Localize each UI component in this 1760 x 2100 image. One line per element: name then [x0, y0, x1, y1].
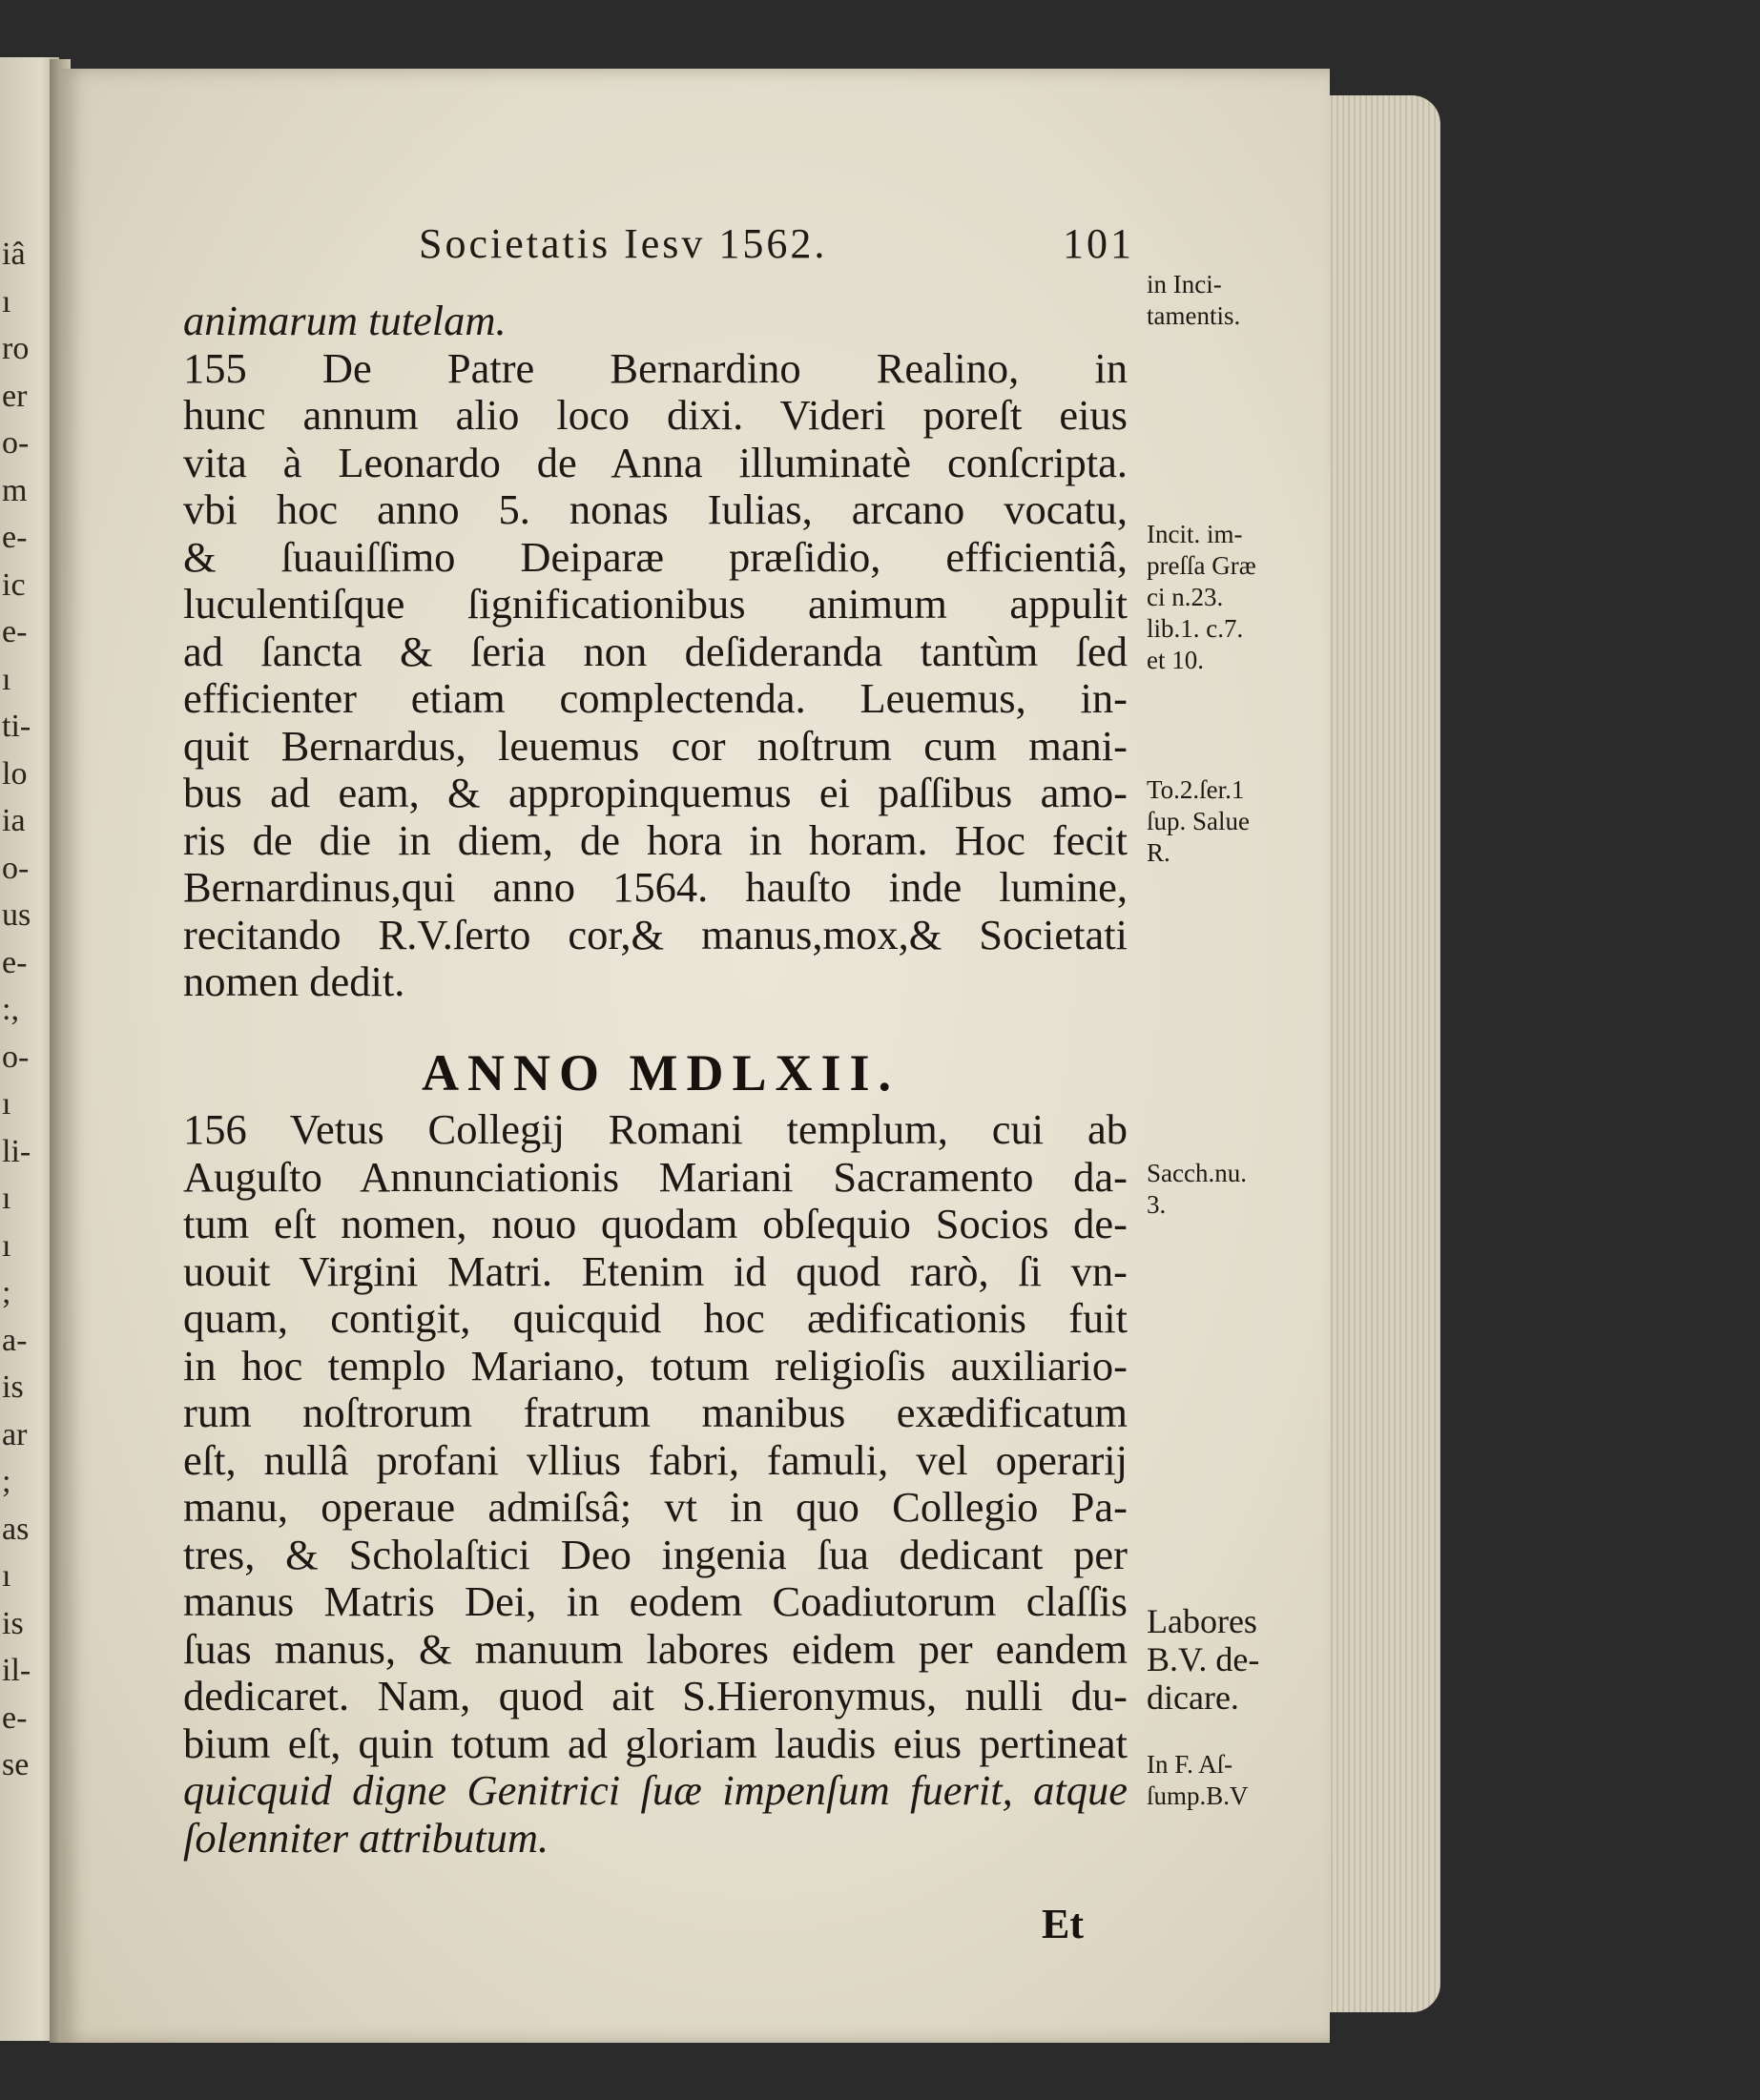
book-page [61, 69, 1330, 2043]
left-page-fragment: o- [2, 850, 30, 886]
text-line: eſt, nullâ profani vllius fabri, famuli, vel operarij [183, 1435, 1128, 1484]
margin-note-line: ſump.B.V [1147, 1781, 1249, 1810]
left-page-fragment: is [2, 1369, 24, 1405]
left-page-fragment: ic [2, 566, 26, 603]
margin-note [1147, 269, 1309, 332]
margin-note-line: 3. [1147, 1190, 1167, 1219]
left-page-fragment: ı [2, 1086, 11, 1122]
left-page-fragment: as [2, 1511, 30, 1547]
left-page-fragment: e- [2, 1699, 28, 1736]
left-page-fragment: ı [2, 661, 11, 697]
margin-note-line: Labores [1147, 1602, 1257, 1640]
left-page-fragment: li- [2, 1133, 31, 1169]
margin-note [1147, 1602, 1309, 1717]
margin-note-line: ſup. Salue [1147, 807, 1250, 835]
margin-note [1147, 1749, 1309, 1812]
text-line: efficienter etiam complectenda. Leuemus, in- [183, 674, 1128, 722]
left-page-fragment: e- [2, 944, 28, 980]
text-line: Bernardinus,qui anno 1564. hauſto inde lumine, [183, 863, 1128, 911]
margin-note-line: R. [1147, 838, 1170, 867]
text-line: ad ſancta & ſeria non deſideranda tantùm ſed [183, 627, 1128, 675]
running-title: Societatis Iesv 1562. [419, 220, 828, 267]
margin-note [1147, 1158, 1309, 1221]
text-line: 155 De Patre Bernardino Realino, in [183, 343, 1128, 392]
left-page-fragment: o- [2, 425, 30, 461]
left-page-fragment: is [2, 1605, 24, 1641]
left-page-fragment: ; [2, 1464, 11, 1499]
text-line: Auguſto Annunciationis Mariani Sacramento da- [183, 1152, 1128, 1201]
text-line: quit Bernardus, leuemus cor noſtrum cum mani- [183, 721, 1128, 770]
left-page-fragment: lo [2, 755, 28, 792]
left-page-fragment: e- [2, 614, 28, 649]
text-line: rum noſtrorum fratrum manibus exædificatum [183, 1389, 1128, 1436]
running-header [419, 219, 1144, 268]
text-line: bus ad eam, & appropinquemus ei paſſibus amo- [183, 769, 1128, 816]
margin-note-line: lib.1. c.7. [1147, 614, 1244, 643]
margin-note [1147, 519, 1309, 676]
left-page-fragment: o- [2, 1039, 30, 1075]
left-page-fragment: m [2, 472, 28, 508]
text-line: vita à Leonardo de Anna illuminatè conſcripta. [183, 438, 1128, 486]
body-text-bottom [183, 1106, 1128, 1862]
left-page-fragment: ı [2, 1227, 11, 1264]
text-line: tum eſt nomen, nouo quodam obſequio Socios de- [183, 1200, 1128, 1247]
left-page-fragment: ı [2, 1181, 11, 1216]
left-page-fragment: ı [2, 283, 11, 319]
margin-note-line: Sacch.nu. [1147, 1159, 1247, 1187]
margin-note-line: To.2.ſer.1 [1147, 775, 1245, 804]
left-page-fragment: ı [2, 1558, 11, 1594]
left-page-fragment: ro [2, 331, 30, 366]
page-number: 101 [1063, 220, 1134, 267]
margin-note-line: dicare. [1147, 1678, 1239, 1717]
left-page-fragment: er [2, 378, 28, 414]
section-heading: ANNO MDLXII. [422, 1044, 901, 1101]
text-line: tres, & Scholaſtici Deo ingenia ſua dedicant per [183, 1530, 1128, 1578]
left-page-fragment: :, [2, 992, 19, 1027]
margin-note-line: preſſa Græ [1147, 551, 1256, 580]
text-line: nomen dedit. [183, 957, 405, 1005]
text-line: animarum tutelam. [183, 297, 507, 344]
margin-note-line: In F. Aſ- [1147, 1750, 1233, 1779]
left-page-fragment: il- [2, 1653, 31, 1688]
text-line: manu, operaue admiſsâ; vt in quo Collegio Pa- [183, 1483, 1128, 1531]
margin-note-line: et 10. [1147, 646, 1204, 674]
text-line: in hoc templo Mariano, totum religioſis auxiliario- [183, 1341, 1128, 1390]
text-line: ris de die in diem, de hora in horam. Hoc fecit [183, 815, 1128, 864]
left-page-fragment: e- [2, 520, 28, 555]
text-line: manus Matris Dei, in eodem Coadiutorum claſſis [183, 1577, 1128, 1625]
text-line: 156 Vetus Collegij Romani templum, cui ab [183, 1105, 1128, 1153]
left-page-fragment: se [2, 1747, 30, 1782]
body-text-top [183, 298, 1128, 1006]
text-line: dedicaret. Nam, quod ait S.Hieronymus, nulli du- [183, 1672, 1128, 1719]
margin-note-line: tamentis. [1147, 301, 1241, 330]
text-line: uouit Virgini Matri. Etenim id quod rarò, ſi vn- [183, 1246, 1128, 1295]
text-line: recitando R.V.ſerto cor,& manus,mox,& Societati [183, 910, 1128, 958]
text-line: quam, contigit, quicquid hoc ædificationis fuit [183, 1294, 1128, 1342]
left-page-fragment: iâ [2, 237, 26, 272]
catchword: Et [1042, 1901, 1084, 1947]
text-line: ſolenniter attributum. [183, 1813, 549, 1862]
text-line: ſuas manus, & manuum labores eidem per eandem [183, 1624, 1128, 1673]
margin-note-line: B.V. de- [1147, 1640, 1260, 1678]
text-line: quicquid digne Genitrici ſuæ impenſum fuerit, atque [183, 1766, 1128, 1814]
text-line: luculentiſque ſignificationibus animum appulit [183, 580, 1128, 628]
page-stack-edge [1316, 95, 1440, 2012]
left-page-fragment: ti- [2, 709, 31, 744]
text-line: hunc annum alio loco dixi. Videri poreſt eius [183, 391, 1128, 439]
left-page-fragment: ar [2, 1416, 28, 1452]
margin-note-line: in Inci- [1147, 270, 1222, 299]
left-page-fragment: ia [2, 803, 26, 838]
text-line: vbi hoc anno 5. nonas Iulias, arcano vocatu, [183, 485, 1128, 533]
margin-note-line: ci n.23. [1147, 583, 1224, 611]
text-line: bium eſt, quin totum ad gloriam laudis eius pertineat [183, 1719, 1128, 1767]
left-page-fragment: a- [2, 1322, 28, 1358]
left-page-fragment: ; [2, 1275, 11, 1310]
left-page-fragment: us [2, 897, 31, 933]
margin-note-line: Incit. im- [1147, 520, 1243, 548]
margin-note [1147, 774, 1309, 869]
text-line: & ſuauiſſimo Deiparæ præſidio, efficientiâ, [183, 532, 1128, 581]
